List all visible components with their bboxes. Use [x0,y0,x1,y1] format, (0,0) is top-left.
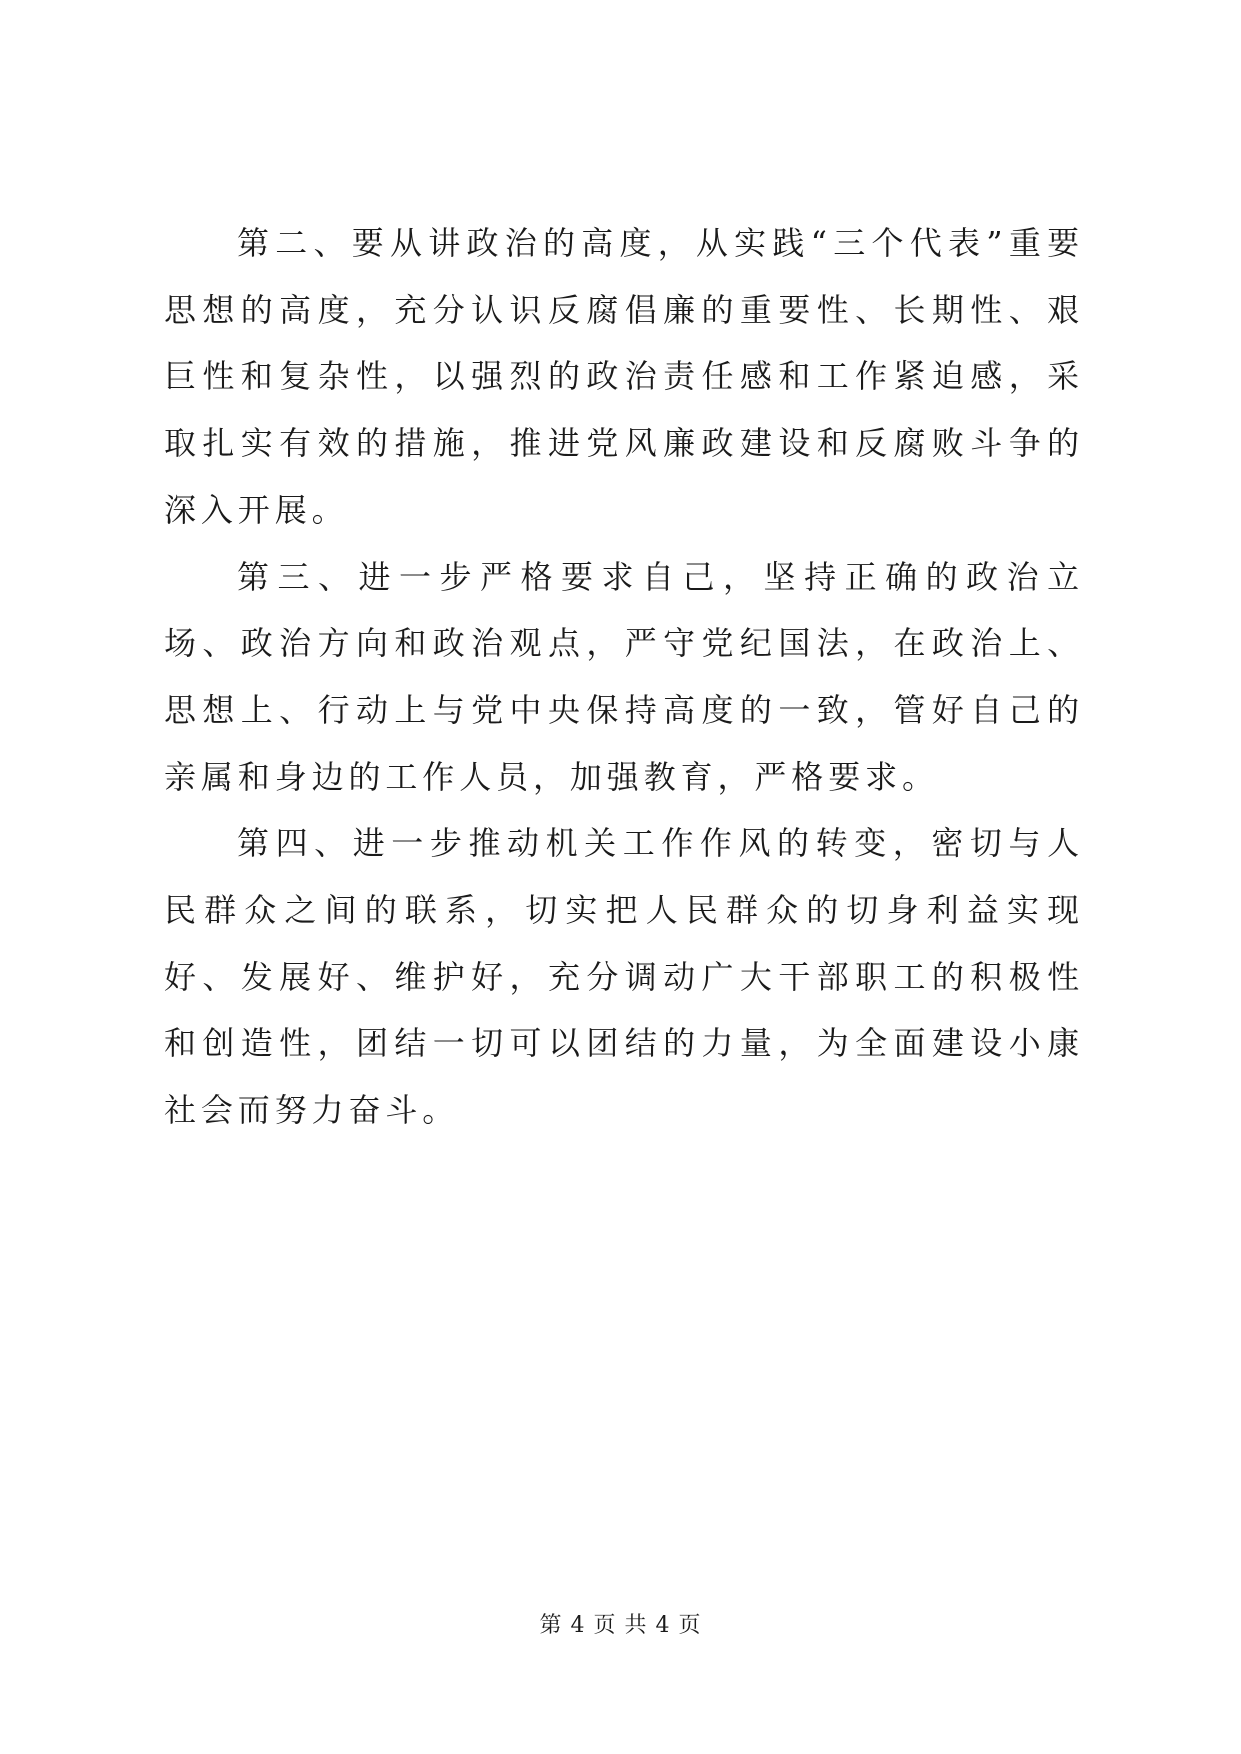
document-body [164,210,1084,1144]
paragraph-2: 第二、要从讲政治的高度，从实践“三个代表”重要思想的高度，充分认识反腐倡廉的重要性、长期性、艰巨性和复杂性，以强烈的政治责任感和工作紧迫感，采取扎实有效的措施，推进党风廉政建设和反腐败斗争的深入开展。 [164,224,1084,529]
paragraph-4: 第四、进一步推动机关工作作风的转变，密切与人民群众之间的联系，切实把人民群众的切身利益实现好、发展好、维护好，充分调动广大干部职工的积极性和创造性，团结一切可以团结的力量，为全面建设小康社会而努力奋斗。 [164,824,1084,1130]
page-number-footer: 第 4 页 共 4 页 [539,1613,702,1638]
paragraph-3: 第三、进一步严格要求自己，坚持正确的政治立场、政治方向和政治观点，严守党纪国法，在政治上、思想上、行动上与党中央保持高度的一致，管好自己的亲属和身边的工作人员，加强教育，严格要求。 [164,557,1084,796]
